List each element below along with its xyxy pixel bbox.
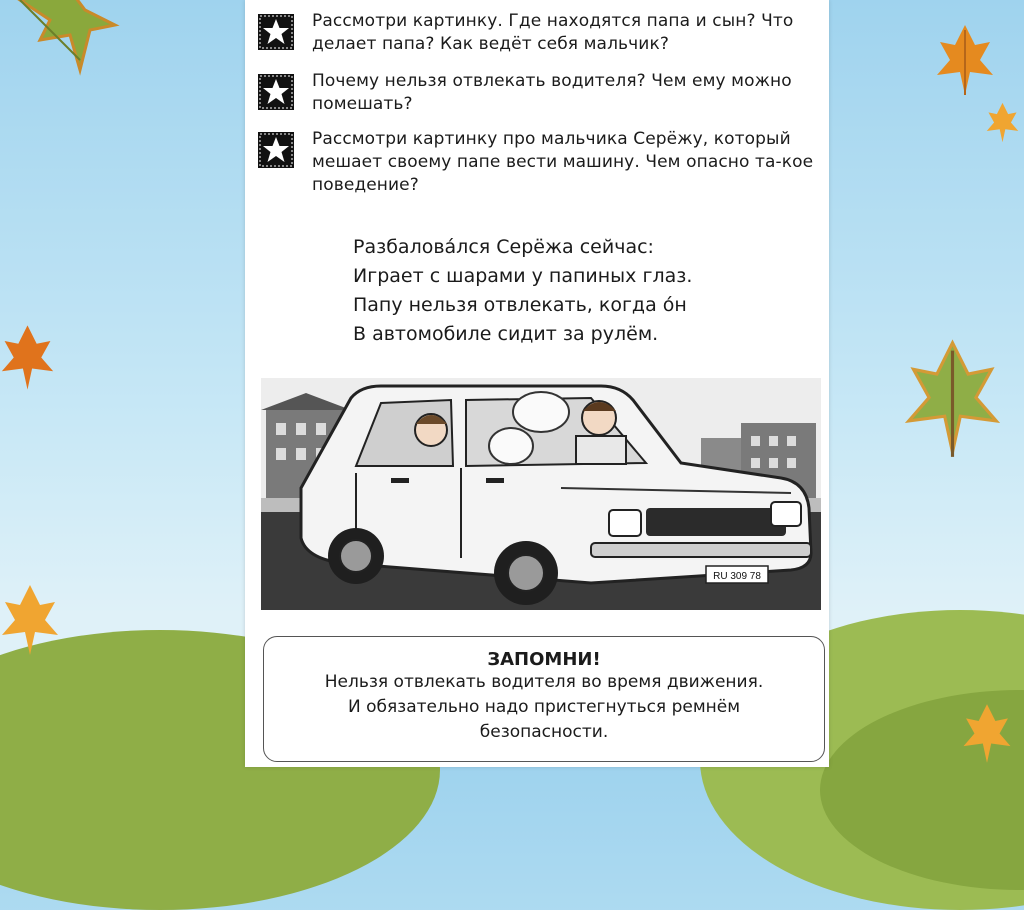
poem (353, 233, 692, 349)
poem-line: В автомобиле сидит за рулём. (353, 323, 659, 345)
autumn-leaf-icon (935, 20, 995, 100)
star-icon (258, 14, 294, 50)
poem-line: Разбаловáлся Серёжа сейчас: (353, 236, 654, 258)
task-3 (258, 128, 822, 197)
autumn-leaf-icon (10, 0, 120, 80)
autumn-leaf-icon (0, 320, 55, 395)
task-text: Рассмотри картинку про мальчика Серёжу, который мешает своему папе вести машину. Чем опасно та-кое поведение? (312, 129, 814, 195)
remember-line: Нельзя отвлекать водителя во время движения. (324, 672, 764, 692)
remember-line: безопасности. (479, 722, 609, 742)
autumn-leaf-icon (950, 700, 1024, 767)
star-icon (258, 132, 294, 168)
task-1 (258, 10, 822, 56)
poem-line: Папу нельзя отвлекать, когда óн (353, 294, 687, 316)
poem-line: Играет с шарами у папиных глаз. (353, 265, 693, 287)
autumn-leaf-icon (905, 335, 1000, 460)
textbook-page (245, 0, 829, 767)
license-plate-text: RU 309 78 (713, 571, 761, 582)
star-icon (258, 74, 294, 110)
remember-box (263, 636, 825, 762)
task-text: Рассмотри картинку. Где находятся папа и сын? Что делает папа? Как ведёт себя мальчик? (312, 11, 794, 54)
task-text: Почему нельзя отвлекать водителя? Чем ему можно помешать? (312, 71, 792, 114)
autumn-leaf-icon (985, 100, 1020, 145)
autumn-leaf-icon (0, 565, 60, 675)
task-2 (258, 70, 822, 116)
car-illustration (261, 378, 821, 610)
remember-title: ЗАПОМНИ! (487, 649, 601, 670)
remember-line: И обязательно надо пристегнуться ремнём (347, 697, 741, 717)
